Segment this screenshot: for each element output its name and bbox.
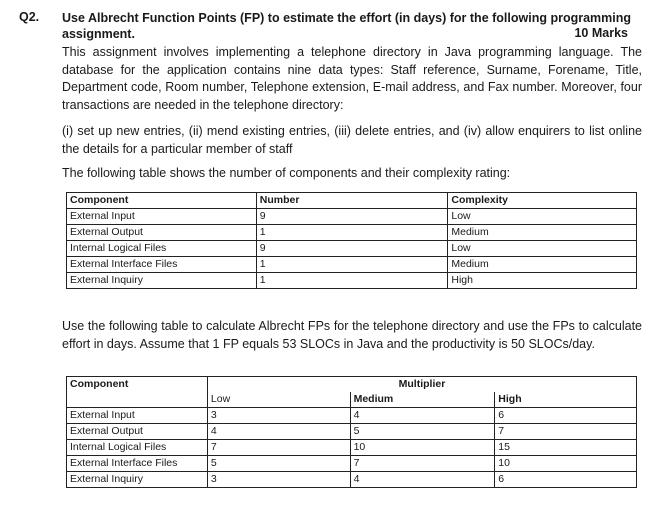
high-cell: 6 — [495, 472, 637, 488]
transactions-list: (i) set up new entries, (ii) mend existing entries, (iii) delete entries, and (iv) allow enquirers to list online the details for a particular member of staff — [62, 124, 642, 156]
header-component: Component — [67, 377, 208, 408]
high-cell: 7 — [495, 424, 637, 440]
medium-cell: 4 — [350, 472, 495, 488]
component-cell: External Inquiry — [67, 273, 257, 289]
low-cell: 3 — [207, 408, 350, 424]
table-header-row — [67, 193, 637, 209]
number-cell: 1 — [256, 257, 448, 273]
header-complexity: Complexity — [448, 193, 637, 209]
components-table — [66, 192, 637, 289]
medium-cell: 10 — [350, 440, 495, 456]
assignment-description: This assignment involves implementing a telephone directory in Java programming language. The database for the application contains nine data types: Staff reference, Surname, Forename, Title, Department code, Room number, Telephone extension, E-mail address, and Fax number. Moreover, four transactions are needed in the telephone directory: — [62, 45, 642, 112]
low-cell: 3 — [207, 472, 350, 488]
multiplier-table — [66, 376, 637, 488]
number-cell: 1 — [256, 225, 448, 241]
question-title: Use Albrecht Function Points (FP) to estimate the effort (in days) for the following programming assignment. — [62, 11, 632, 41]
complexity-cell: Medium — [448, 257, 637, 273]
medium-cell: 4 — [350, 408, 495, 424]
component-cell: Internal Logical Files — [67, 440, 208, 456]
component-cell: External Output — [67, 424, 208, 440]
header-number: Number — [256, 193, 448, 209]
component-cell: External Input — [67, 209, 257, 225]
table-intro: The following table shows the number of components and their complexity rating: — [62, 166, 511, 180]
calculation-instruction: Use the following table to calculate Albrecht FPs for the telephone directory and use the FPs to calculate effort in days. Assume that 1 FP equals 53 SLOCs in Java and the productivity is 50 SLOCs/day. — [62, 319, 642, 351]
table-row — [67, 456, 637, 472]
table-row — [67, 408, 637, 424]
header-medium: Medium — [350, 392, 495, 408]
complexity-cell: Low — [448, 241, 637, 257]
component-cell: External Interface Files — [67, 257, 257, 273]
medium-cell: 7 — [350, 456, 495, 472]
complexity-cell: Low — [448, 209, 637, 225]
header-component: Component — [67, 193, 257, 209]
component-cell: External Inquiry — [67, 472, 208, 488]
question-number: Q2. — [19, 10, 40, 24]
header-multiplier: Multiplier — [207, 377, 636, 393]
high-cell: 10 — [495, 456, 637, 472]
header-low: Low — [207, 392, 350, 408]
low-cell: 4 — [207, 424, 350, 440]
component-cell: External Interface Files — [67, 456, 208, 472]
component-cell: External Output — [67, 225, 257, 241]
medium-cell: 5 — [350, 424, 495, 440]
table-row — [67, 241, 637, 257]
table-row — [67, 209, 637, 225]
low-cell: 7 — [207, 440, 350, 456]
table-row — [67, 225, 637, 241]
table-header-row — [67, 377, 637, 393]
high-cell: 15 — [495, 440, 637, 456]
high-cell: 6 — [495, 408, 637, 424]
table-row — [67, 424, 637, 440]
complexity-cell: Medium — [448, 225, 637, 241]
marks-label: 10 Marks — [574, 26, 628, 40]
number-cell: 9 — [256, 209, 448, 225]
table-row — [67, 257, 637, 273]
component-cell: Internal Logical Files — [67, 241, 257, 257]
table-row — [67, 273, 637, 289]
header-high: High — [495, 392, 637, 408]
low-cell: 5 — [207, 456, 350, 472]
complexity-cell: High — [448, 273, 637, 289]
component-cell: External Input — [67, 408, 208, 424]
table-row — [67, 472, 637, 488]
table-row — [67, 440, 637, 456]
number-cell: 1 — [256, 273, 448, 289]
number-cell: 9 — [256, 241, 448, 257]
